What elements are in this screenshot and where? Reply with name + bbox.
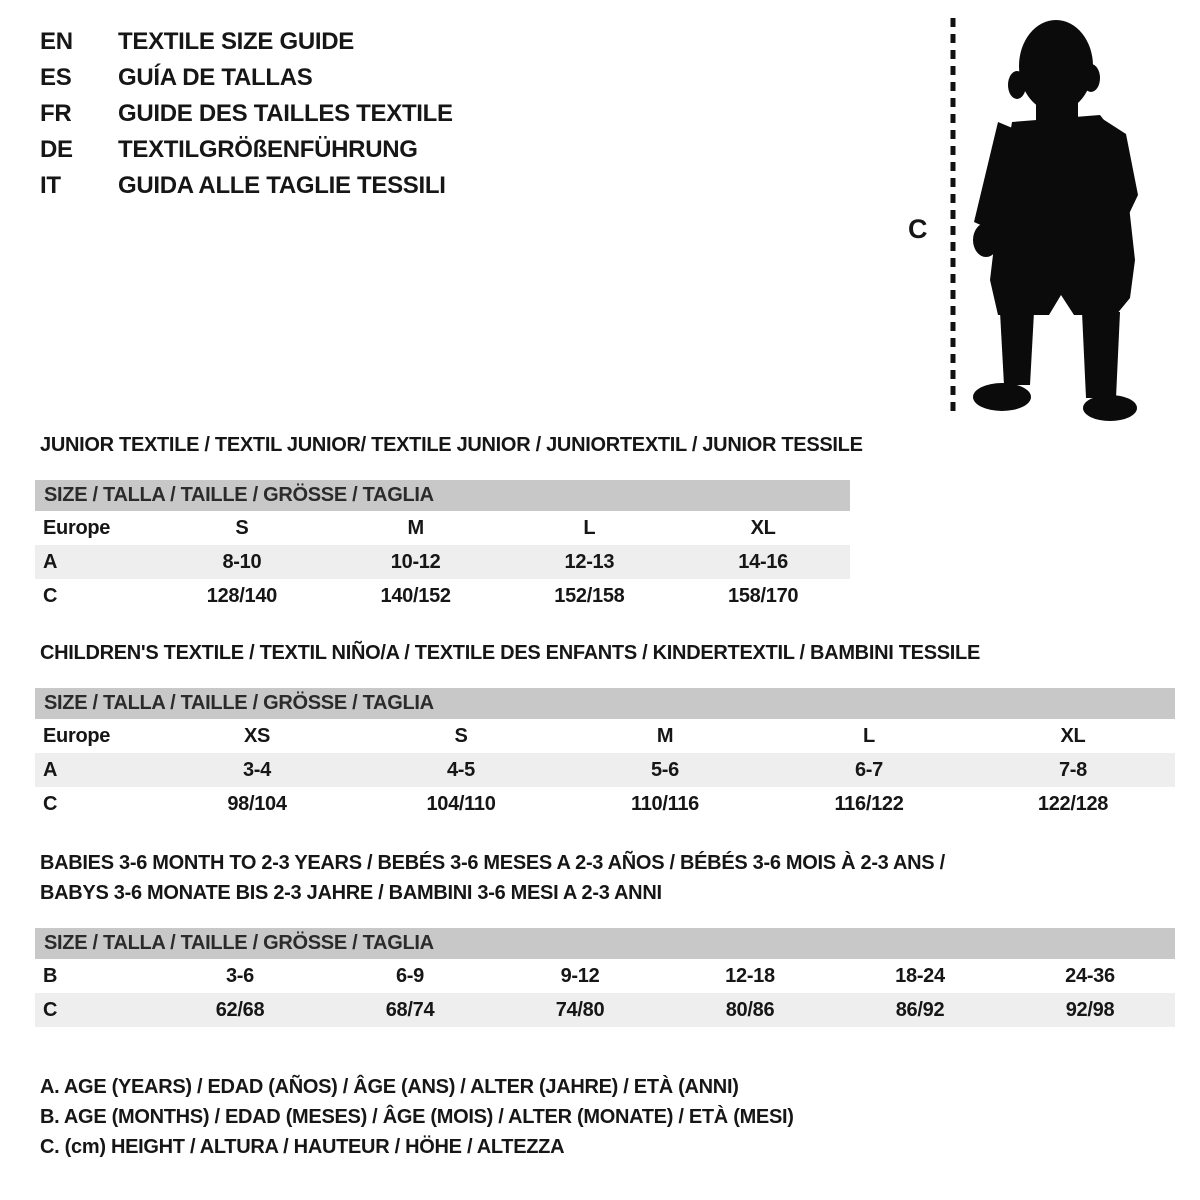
table-row <box>35 993 1175 1027</box>
language-code: FR <box>40 100 72 127</box>
row-label: A <box>43 759 58 781</box>
row-label: Europe <box>43 725 111 747</box>
language-row-fr <box>40 96 453 132</box>
language-title: GUIDA ALLE TAGLIE TESSILI <box>118 172 446 199</box>
row-label: A <box>43 551 58 573</box>
language-row-de <box>40 132 453 168</box>
height-figure <box>940 10 1150 425</box>
size-cell: 74/80 <box>555 999 605 1021</box>
size-cell: 158/170 <box>728 585 799 607</box>
section-babies-textile <box>35 848 1175 1027</box>
section-title-line2: BABYS 3-6 MONATE BIS 2-3 JAHRE / BAMBINI 3-6 MESI A 2-3 ANNI <box>40 882 662 904</box>
language-title: TEXTILGRÖßENFÜHRUNG <box>118 136 418 163</box>
language-title-list <box>40 24 453 204</box>
height-label-c: C <box>908 214 928 244</box>
size-cell: 6-7 <box>854 759 883 781</box>
size-cell: 128/140 <box>206 585 277 607</box>
size-cell: 116/122 <box>834 793 904 815</box>
table-row <box>35 719 1175 753</box>
size-cell: 24-36 <box>1065 965 1115 987</box>
baby-silhouette-graphic <box>940 10 1150 425</box>
size-cell: 18-24 <box>895 965 945 987</box>
table-row <box>35 545 850 579</box>
size-cell: 12-13 <box>564 551 615 573</box>
section-children-textile <box>35 638 1175 821</box>
size-table-babies <box>35 928 1175 1027</box>
size-cell: 8-10 <box>222 551 262 573</box>
size-cell: XL <box>750 517 776 539</box>
size-table-header: SIZE / TALLA / TAILLE / GRÖSSE / TAGLIA <box>35 688 1175 719</box>
size-cell: 7-8 <box>1058 759 1087 781</box>
size-table-children <box>35 688 1175 821</box>
language-code: IT <box>40 172 61 199</box>
size-cell: S <box>454 725 468 747</box>
table-row <box>35 511 850 545</box>
language-code: EN <box>40 28 73 55</box>
size-table-junior <box>35 480 850 613</box>
table-row <box>35 787 1175 821</box>
size-cell: 140/152 <box>380 585 451 607</box>
language-code: ES <box>40 64 72 91</box>
size-table-header: SIZE / TALLA / TAILLE / GRÖSSE / TAGLIA <box>35 928 1175 959</box>
language-title: GUIDE DES TAILLES TEXTILE <box>118 100 453 127</box>
table-row <box>35 753 1175 787</box>
baby-silhouette <box>973 20 1138 421</box>
legend-line-age-months: B. AGE (MONTHS) / EDAD (MESES) / ÂGE (MOIS) / ALTER (MONATE) / ETÀ (MESI) <box>40 1106 794 1128</box>
row-label: B <box>43 965 58 987</box>
section-title: BABIES 3-6 MONTH TO 2-3 YEARS / BEBÉS 3-6 MESES A 2-3 AÑOS / BÉBÉS 3-6 MOIS À 2-3 ANS / <box>40 852 945 874</box>
size-cell: 6-9 <box>395 965 424 987</box>
size-cell: XL <box>1060 725 1086 747</box>
size-cell: 3-4 <box>242 759 271 781</box>
size-cell: 10-12 <box>390 551 441 573</box>
section-title: CHILDREN'S TEXTILE / TEXTIL NIÑO/A / TEXTILE DES ENFANTS / KINDERTEXTIL / BAMBINI TESSILE <box>40 642 980 664</box>
size-cell: L <box>863 725 875 747</box>
language-title: TEXTILE SIZE GUIDE <box>118 28 354 55</box>
size-cell: 80/86 <box>725 999 775 1021</box>
size-cell: S <box>235 517 249 539</box>
language-row-en <box>40 24 453 60</box>
size-cell: XS <box>243 725 271 747</box>
size-cell: 104/110 <box>426 793 496 815</box>
size-table-header: SIZE / TALLA / TAILLE / GRÖSSE / TAGLIA <box>35 480 850 511</box>
size-cell: 122/128 <box>1037 793 1109 815</box>
table-row <box>35 579 850 613</box>
size-cell: L <box>583 517 596 539</box>
section-junior-textile <box>35 430 863 613</box>
language-title: GUÍA DE TALLAS <box>118 64 313 91</box>
size-cell: 62/68 <box>215 999 265 1021</box>
size-cell: 14-16 <box>738 551 788 573</box>
language-row-es <box>40 60 453 96</box>
size-cell: 110/116 <box>631 793 699 815</box>
table-row <box>35 959 1175 993</box>
row-label: Europe <box>43 517 111 539</box>
size-cell: M <box>656 725 674 747</box>
language-code: DE <box>40 136 73 163</box>
size-cell: 4-5 <box>446 759 475 781</box>
legend-line-age-years: A. AGE (YEARS) / EDAD (AÑOS) / ÂGE (ANS) / ALTER (JAHRE) / ETÀ (ANNI) <box>40 1076 739 1098</box>
legend-line-height: C. (cm) HEIGHT / ALTURA / HAUTEUR / HÖHE / ALTEZZA <box>40 1136 565 1158</box>
language-row-it <box>40 168 453 204</box>
size-cell: 86/92 <box>895 999 945 1021</box>
row-label: C <box>43 793 58 815</box>
size-cell: 68/74 <box>385 999 435 1021</box>
size-cell: 5-6 <box>650 759 679 781</box>
size-cell: 3-6 <box>225 965 254 987</box>
section-title: JUNIOR TEXTILE / TEXTIL JUNIOR/ TEXTILE JUNIOR / JUNIORTEXTIL / JUNIOR TESSILE <box>40 434 863 456</box>
size-cell: 92/98 <box>1065 999 1115 1021</box>
row-label: C <box>43 999 58 1021</box>
size-cell: 98/104 <box>227 793 287 815</box>
legend <box>40 1072 794 1162</box>
size-cell: M <box>407 517 424 539</box>
row-label: C <box>43 585 58 607</box>
size-cell: 152/158 <box>554 585 625 607</box>
size-cell: 12-18 <box>725 965 775 987</box>
size-cell: 9-12 <box>560 965 600 987</box>
